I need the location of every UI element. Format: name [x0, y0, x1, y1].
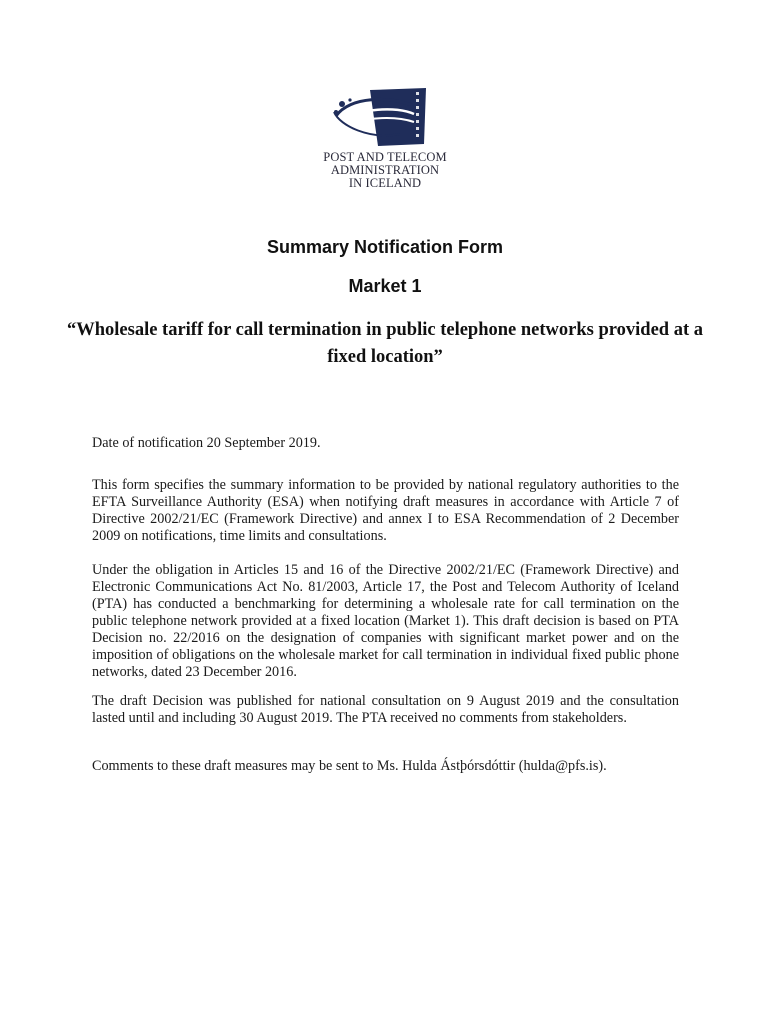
paragraph-text: The draft Decision was published for national consultation on 9 August 2019 and the consultation lasted until and including 30 August 2019. The PTA received no comments from stakeholders.: [92, 693, 679, 726]
market-subtitle: “Wholesale tariff for call termination in public telephone networks provided at a fixed location”: [66, 320, 703, 367]
org-line-3: IN ICELAND: [348, 176, 422, 190]
paragraph-comments: [92, 758, 679, 775]
pta-logo-icon: [330, 82, 430, 148]
date-text: Date of notification 20 September 2019.: [92, 435, 321, 451]
paragraph-consultation: [92, 693, 679, 727]
market-heading: Market 1: [348, 276, 422, 296]
paragraph-text: Comments to these draft measures may be sent to Ms. Hulda Ástþórsdóttir (hulda@pfs.is).: [92, 758, 607, 774]
notification-date: [92, 435, 679, 452]
organization-name: [285, 151, 485, 190]
document-title: Summary Notification Form: [266, 237, 504, 257]
paragraph-form-scope: [92, 477, 679, 545]
paragraph-obligation: [92, 562, 679, 681]
paragraph-text: Under the obligation in Articles 15 and 16 of the Directive 2002/21/EC (Framework Directive) and Electronic Communications Act No. 81/2003, Article 17, the Post and Telecom Authority of Iceland (PTA) has conducted a benchmarking for determining a wholesale rate for call termination on the public telephone network provided at a fixed location (Market 1). This draft decision is based on PTA Decision no. 22/2016 on the designation of companies with significant market power and on the imposition of obligations on the wholesale market for call termination in individual fixed public phone networks, dated 23 December 2016.: [92, 562, 679, 680]
paragraph-text: This form specifies the summary information to be provided by national regulatory authorities to the EFTA Surveillance Authority (ESA) when notifying draft measures in accordance with Article 7 of Directive 2002/21/EC (Framework Directive) and annex I to ESA Recommendation of 2 December 2009 on notifications, time limits and consultations.: [92, 477, 679, 544]
org-line-1: POST AND TELECOM: [323, 150, 447, 164]
org-line-2: ADMINISTRATION: [330, 163, 440, 177]
